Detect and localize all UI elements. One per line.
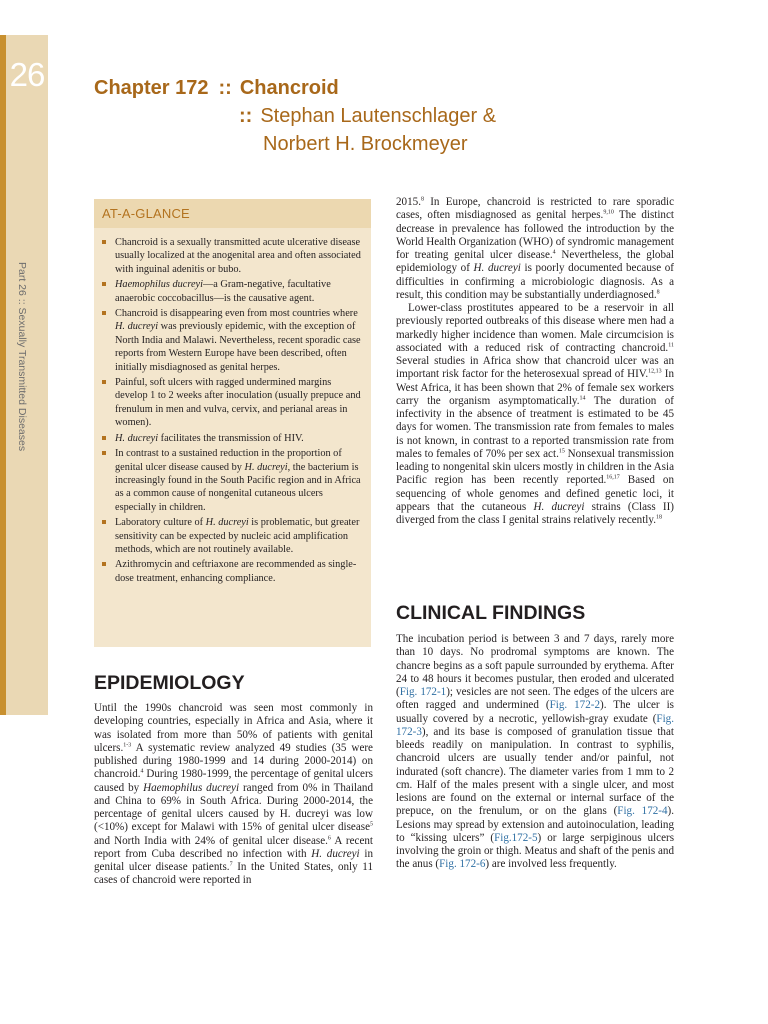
part-title-vertical	[16, 262, 36, 482]
chapter-separator: ::	[218, 77, 232, 99]
chapter-title: Chancroid	[239, 77, 339, 99]
clinical-findings-text: The incubation period is between 3 and 7 days, rarely more than 10 days. No prodromal symptoms are known. The chancre begins as a soft papule surrounded by erythema. After 24 to 48 hours it becomes pustular, then eroded and ulcerated (Fig. 172-1); vesicles are not seen. The edges of the ulcers are often ragged and undermined (Fig. 172-2). The ulcer is usually covered by a necrotic, yellowish-gray exudate (Fig. 172-3), and its base is composed of granulation tissue that bleeds readily on manipulation. In contrast to syphilis, chancroid ulcers are usually tender and/or painful, not indurated (soft chancre). The diameter varies from 1 mm to 2 cm. Half of the males present with a single ulcer, and most lesions are found on the external or internal surface of the prepuce, on the frenulum, or on the glans (Fig. 172-4). Lesions may spread by extension and autoinoculation, leading to “kissing ulcers” (Fig.172-5) or large serpiginous ulcers involving the groin or thigh. Meatus and shaft of the penis and the anus (Fig. 172-6) are involved less frequently.	[396, 633, 675, 871]
clinical-findings-heading: CLINICAL FINDINGS	[396, 602, 586, 624]
authors-line-2: Norbert H. Brockmeyer	[263, 133, 468, 155]
epidemiology-text-continued: 2015.$^8$ In Europe, chancroid is restricted to rare sporadic cases, often misdiagnosed as genital herpes.$^{9,10}$ The distinct decrease in prevalence has followed the introduction by the World Health Organization (WHO) of syndromic management for treating genital ulcer disease.$^4$ Nevertheless, the global epidemiology of H. ducreyi is poorly documented because of difficulties in confirming a microbiologic diagnosis. As a result, this condition may be substantially underdiagnosed.$^8$ Lower-class prostitutes appeared to be a reservoir in all previously reported outbreaks of this disease where men had a markedly higher incidence than women. Male circumcision is associated with a reduced risk of contracting chancroid.$^{11}$ Several studies in Africa show that chancroid ulcer was an important risk factor for the heterosexual spread of HIV.$^{12,13}$ In West Africa, it has been shown that 2% of female sex workers carry the organism asymptomatically.$^{14}$ The duration of infectivity in the absence of treatment is estimated to be 45 days for women. The transmission rate from females to males is not known, in contrast to a reported transmission rate from males to females of 70% per sex act.$^{15}$ Nonsexual transmission leading to nongenital skin ulcers mostly in children in the Asia Pacific region has been recently reported.$^{16,17}$ Based on sequencing of whole genomes and defined genetic loci, it appears that the cutaneous H. ducreyi strains (Class II) diverged from the class I genital strains relatively recently.$^{18}$	[396, 196, 675, 526]
glance-item: Chancroid is disappearing even from most countries where H. ducreyi was previously epidemic, with the exception of North India and Malawi. Nevertheless, recent sporadic case reports from Western Europe have been described, often initially misdiagnosed as genital herpes.	[102, 307, 361, 374]
epidemiology-text: Until the 1990s chancroid was seen most commonly in developing countries, especially in Africa and Asia, where it was isolated from more than 50% of patients with genital ulcers.$^{1-3}$ A systematic review analyzed 49 studies (35 were published during 1980-1999 and 14 during 2000-2014) on chancroid.$^4$ During 1980-1999, the percentage of genital ulcers caused by Haemophilus ducreyi ranged from 0% in Thailand and China to 69% in South Africa. During 2000-2014, the percentage of genital ulcers caused by H. ducreyi was low (<10%) except for Malawi with 15% of genital ulcer disease$^5$ and North India with 24% of genital ulcer disease.$^6$ A recent report from Cuba described no infection with H. ducreyi in genital ulcer disease patients.$^7$ In the United States, only 11 cases of chancroid were reported in	[94, 702, 374, 887]
bullet-icon	[102, 311, 106, 315]
bullet-icon	[102, 282, 106, 286]
glance-item: Laboratory culture of H. ducreyi is problematic, but greater sensitivity can be expected by nucleic acid amplification methods, which are not routinely available.	[102, 516, 361, 556]
bullet-icon	[102, 436, 106, 440]
part-title-text: Part 26 :: Sexually Transmitted Diseases	[16, 262, 28, 452]
figure-link[interactable]: Fig. 172-3	[396, 712, 674, 738]
glance-item: Azithromycin and ceftriaxone are recommended as single-dose treatment, enhancing compliance.	[102, 558, 361, 585]
at-a-glance-box	[94, 199, 371, 647]
authors-line-1: Stephan Lautenschlager &	[260, 105, 497, 127]
glance-item: In contrast to a sustained reduction in the proportion of genital ulcer disease caused by H. ducreyi, the bacterium is increasingly found in the South Pacific region and in Africa as a common cause of nongenital cutaneous ulcers especially in children.	[102, 447, 361, 514]
bullet-icon	[102, 520, 106, 524]
figure-link[interactable]: Fig. 172-4	[617, 805, 668, 818]
chapter-header	[94, 74, 594, 158]
at-a-glance-list	[94, 228, 371, 585]
author-separator: ::	[239, 105, 253, 127]
figure-link[interactable]: Fig. 172-2	[549, 699, 600, 712]
chapter-label: Chapter 172	[94, 77, 209, 99]
epidemiology-heading: EPIDEMIOLOGY	[94, 672, 245, 694]
figure-link[interactable]: Fig.172-5	[494, 831, 538, 844]
glance-item: Haemophilus ducreyi—a Gram-negative, facultative anaerobic coccobacillus—is the causative agent.	[102, 278, 361, 305]
at-a-glance-heading: AT-A-GLANCE	[94, 199, 371, 228]
bullet-icon	[102, 380, 106, 384]
bullet-icon	[102, 240, 106, 244]
figure-link[interactable]: Fig. 172-1	[399, 686, 447, 698]
figure-link[interactable]: Fig. 172-6	[439, 858, 486, 871]
bullet-icon	[102, 562, 106, 566]
part-number: 26	[9, 56, 45, 93]
glance-item: Chancroid is a sexually transmitted acute ulcerative disease usually localized at the anogenital area and often associated with inguinal adenitis or bubo.	[102, 236, 361, 276]
glance-item: H. ducreyi facilitates the transmission of HIV.	[102, 432, 361, 445]
glance-item: Painful, soft ulcers with ragged undermined margins develop 1 to 2 weeks after inoculation (usually prepuce and frenulum in men and vulva, cervix, and perianal areas in women).	[102, 376, 361, 430]
bullet-icon	[102, 451, 106, 455]
